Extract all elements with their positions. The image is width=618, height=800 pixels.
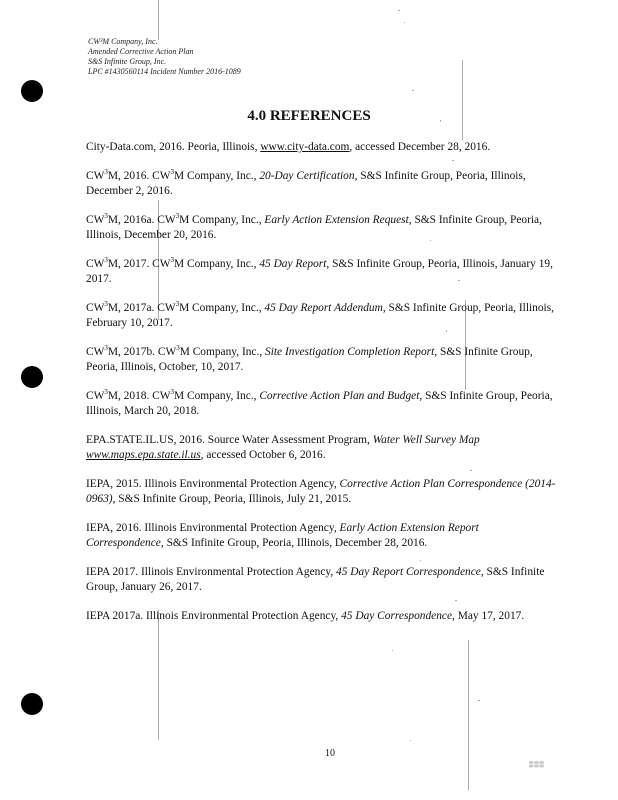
reference-item: [86, 301, 556, 331]
ref-text: , S&S Infinite Group, Peoria, Illinois, December 28, 2016.: [160, 537, 428, 549]
ref-text: , S&S Infinite Group, Peoria, Illinois, February 10, 2017.: [86, 302, 554, 329]
ref-sup: 3: [104, 256, 108, 265]
ref-text: M, 2017a. CW: [107, 302, 176, 314]
ref-title: Water Well Survey Map: [372, 434, 480, 446]
header-company: CW³M Company, Inc.: [88, 37, 158, 46]
ref-text: , S&S Infinite Group, Peoria, Illinois, December 2, 2016.: [86, 170, 526, 197]
ref-text: CW: [86, 258, 105, 270]
ref-text: , S&S Infinite Group, Peoria, Illinois, January 19, 2017.: [86, 258, 553, 285]
ref-text: , S&S Infinite Group, Peoria, Illinois, December 20, 2016.: [86, 214, 542, 241]
ref-sup: 3: [104, 212, 108, 221]
ref-text: , S&S Infinite Group, Peoria, Illinois, March 20, 2018.: [86, 390, 553, 417]
ref-sup: 3: [175, 212, 180, 221]
ref-sup: 3: [170, 388, 175, 397]
ref-text: , May 17, 2017.: [452, 610, 525, 622]
ref-text: IEPA 2017a. Illinois Environmental Protection Agency,: [86, 610, 342, 622]
ref-text: IEPA, 2015. Illinois Environmental Protection Agency,: [86, 478, 340, 490]
reference-item: [86, 257, 556, 287]
ref-text: CW: [86, 346, 105, 358]
ref-text: , accessed October 6, 2016.: [200, 449, 326, 461]
ref-text: M, 2018. CW: [107, 390, 171, 402]
ref-text: , S&S Infinite Group, January 26, 2017.: [86, 566, 545, 593]
ref-text: M, 2017. CW: [107, 258, 171, 270]
header-incident: LPC #1430560114 Incident Number 2016-1089: [88, 67, 241, 76]
ref-text: M, 2017b. CW: [107, 346, 177, 358]
scan-stamp: ▒▒▒: [529, 762, 545, 768]
ref-title: Corrective Action Plan Correspondence (2014-0963): [86, 478, 556, 505]
reference-item: [86, 521, 556, 551]
ref-sup: 3: [170, 168, 175, 177]
reference-item: [86, 169, 556, 199]
ref-text: , S&S Infinite Group, Peoria, Illinois, October, 10, 2017.: [86, 346, 533, 373]
ref-text: , accessed December 28, 2016.: [349, 141, 491, 153]
ref-text: CW: [86, 390, 105, 402]
header-client: S&S Infinite Group, Inc.: [88, 57, 167, 66]
ref-title: 45 Day Report Addendum: [264, 302, 383, 314]
reference-item: [86, 213, 556, 243]
ref-text: M Company, Inc.,: [174, 170, 260, 182]
reference-item: [86, 345, 556, 375]
ref-sup: 3: [176, 344, 180, 353]
page-number: 10: [325, 748, 335, 759]
ref-title: Site Investigation Completion Report: [265, 346, 435, 358]
ref-sup: 3: [104, 300, 108, 309]
ref-text: M, 2016a. CW: [107, 214, 176, 226]
ref-text: M Company, Inc.,: [179, 302, 265, 314]
ref-text: M Company, Inc.,: [174, 390, 260, 402]
reference-item: [86, 609, 556, 624]
ref-text: , S&S Infinite Group, Peoria, Illinois, July 21, 2015.: [112, 493, 352, 505]
ref-sup: 3: [104, 168, 108, 177]
ref-text: M, 2016. CW: [107, 170, 171, 182]
ref-title: Corrective Action Plan and Budget: [259, 390, 420, 402]
ref-link[interactable]: www.maps.epa.state.il.us: [86, 449, 201, 461]
ref-sup: 3: [175, 300, 180, 309]
ref-text: IEPA, 2016. Illinois Environmental Protection Agency,: [86, 522, 340, 534]
ref-title: 20-Day Certification: [259, 170, 355, 182]
ref-title: 45 Day Correspondence: [341, 610, 453, 622]
ref-link[interactable]: www.city-data.com: [260, 141, 350, 153]
ref-text: M Company, Inc.,: [179, 346, 266, 358]
ref-text: City-Data.com, 2016. Peoria, Illinois,: [86, 141, 261, 153]
ref-text: EPA.STATE.IL.US, 2016. Source Water Assessment Program,: [86, 434, 373, 446]
reference-item: [86, 433, 556, 463]
reference-item: [86, 477, 556, 507]
ref-text: CW: [86, 214, 105, 226]
ref-title: Early Action Extension Request: [264, 214, 409, 226]
reference-item: [86, 140, 556, 155]
ref-text: CW: [86, 170, 105, 182]
ref-text: CW: [86, 302, 105, 314]
ref-sup: 3: [104, 344, 108, 353]
header-plan: Amended Corrective Action Plan: [88, 47, 194, 56]
ref-title: Early Action Extension Report Correspondence: [86, 522, 479, 549]
ref-text: M Company, Inc.,: [174, 258, 260, 270]
references-list: [86, 140, 556, 638]
reference-item: [86, 565, 556, 595]
document-header: [88, 37, 241, 77]
ref-sup: 3: [170, 256, 175, 265]
ref-text: M Company, Inc.,: [179, 214, 265, 226]
ref-sup: 3: [104, 388, 108, 397]
ref-title: 45 Day Report: [259, 258, 327, 270]
ref-text: IEPA 2017. Illinois Environmental Protection Agency,: [86, 566, 337, 578]
reference-item: [86, 389, 556, 419]
ref-title: 45 Day Report Correspondence: [336, 566, 481, 578]
page-title: 4.0 REFERENCES: [247, 108, 371, 124]
